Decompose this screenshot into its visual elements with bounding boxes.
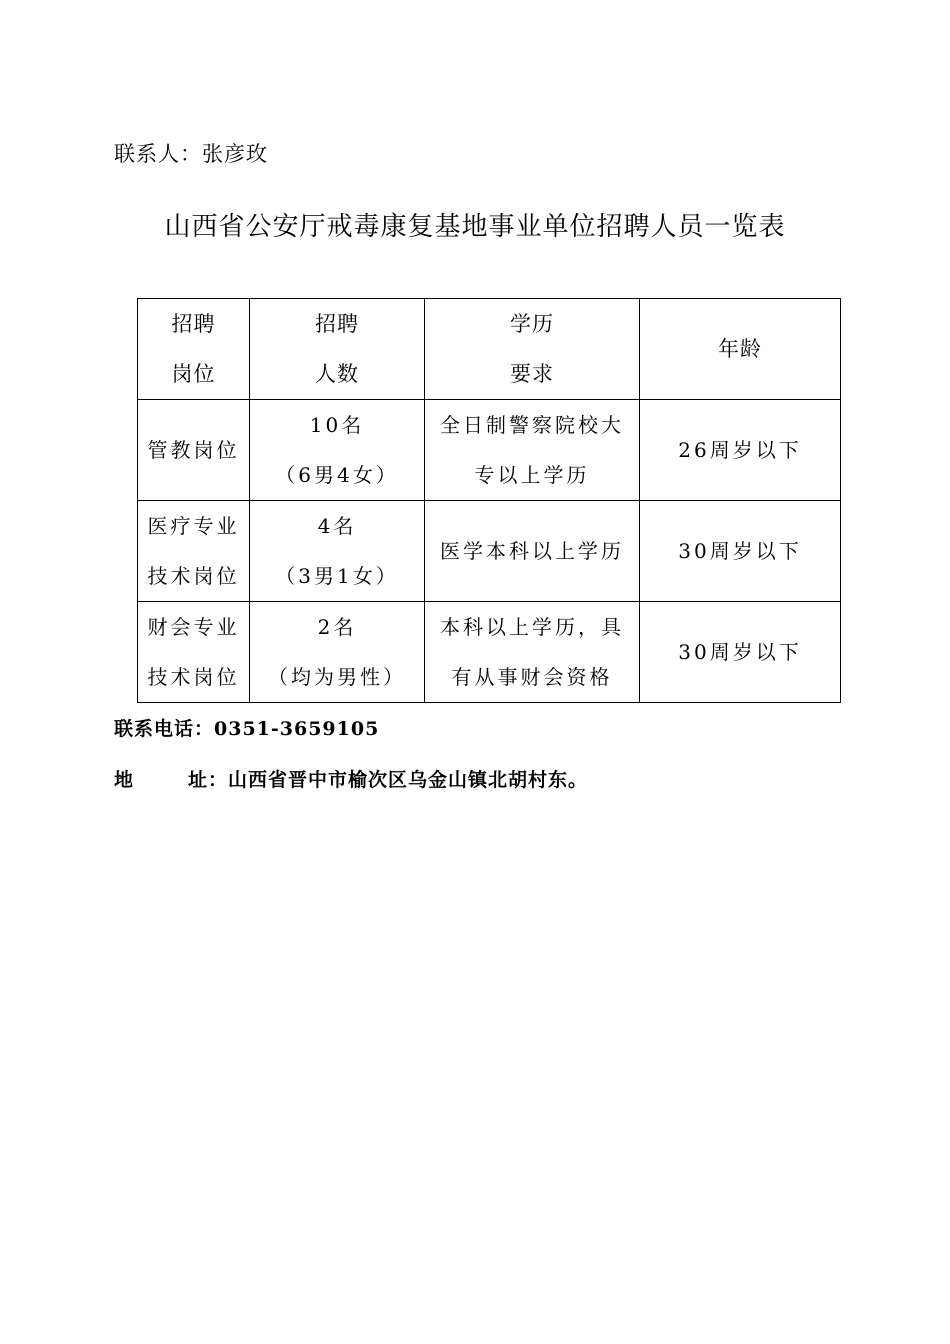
recruitment-table: [137, 298, 841, 703]
cell-position-line: 医疗专业: [147, 514, 240, 538]
cell-position: [138, 602, 250, 703]
address-label: [114, 765, 228, 792]
cell-count: [250, 501, 425, 602]
cell-position-line: 技术岗位: [147, 564, 240, 588]
header-education-line-1: 学历: [510, 312, 554, 336]
address-label-part-2: 址：: [187, 769, 228, 791]
cell-education-line: 有从事财会资格: [451, 665, 613, 689]
cell-count-line: （3男1女）: [275, 564, 399, 588]
cell-count-line: 2名: [317, 615, 357, 639]
cell-age-line: 30周岁以下: [678, 539, 802, 563]
header-education-line-2: 要求: [510, 362, 554, 386]
cell-count-line: 4名: [317, 514, 357, 538]
contact-person: 联系人：张彦玫: [114, 142, 268, 166]
cell-count: [250, 602, 425, 703]
table-row: [138, 501, 841, 602]
table-row: [138, 602, 841, 703]
table-header-row: [138, 299, 841, 400]
cell-position-line: 财会专业: [147, 615, 240, 639]
cell-count-line: 10名: [309, 413, 365, 437]
cell-education: [425, 400, 640, 501]
cell-count-line: （均为男性）: [268, 665, 406, 689]
header-education: [425, 299, 640, 400]
cell-age-line: 26周岁以下: [678, 438, 802, 462]
cell-position: [138, 400, 250, 501]
address-value: 山西省晋中市榆次区乌金山镇北胡村东。: [228, 769, 589, 791]
contact-phone: 联系电话：0351-3659105: [114, 718, 380, 740]
header-position-line-1: 招聘: [171, 312, 216, 336]
cell-age-line: 30周岁以下: [678, 640, 802, 664]
cell-age: [640, 501, 841, 602]
cell-education: [425, 501, 640, 602]
cell-position: [138, 501, 250, 602]
page-title: 山西省公安厅戒毒康复基地事业单位招聘人员一览表: [164, 212, 786, 242]
header-count-line-1: 招聘: [315, 312, 359, 336]
address-label-part-1: 地: [114, 769, 135, 791]
cell-education-line: 本科以上学历，具: [440, 615, 624, 639]
cell-education: [425, 602, 640, 703]
cell-count-line: （6男4女）: [275, 463, 399, 487]
header-position: [138, 299, 250, 400]
cell-education-line: 全日制警察院校大: [440, 413, 624, 437]
header-age: [640, 299, 841, 400]
cell-education-line: 专以上学历: [474, 463, 590, 487]
cell-count: [250, 400, 425, 501]
cell-age: [640, 400, 841, 501]
header-position-line-2: 岗位: [171, 362, 216, 386]
cell-age: [640, 602, 841, 703]
contact-address: [114, 765, 588, 792]
cell-education-line: 医学本科以上学历: [440, 539, 624, 563]
header-age-line-1: 年龄: [718, 337, 762, 361]
cell-position-line: 技术岗位: [147, 665, 240, 689]
cell-position-line: 管教岗位: [147, 438, 240, 462]
table-row: [138, 400, 841, 501]
header-count-line-2: 人数: [315, 362, 359, 386]
header-count: [250, 299, 425, 400]
